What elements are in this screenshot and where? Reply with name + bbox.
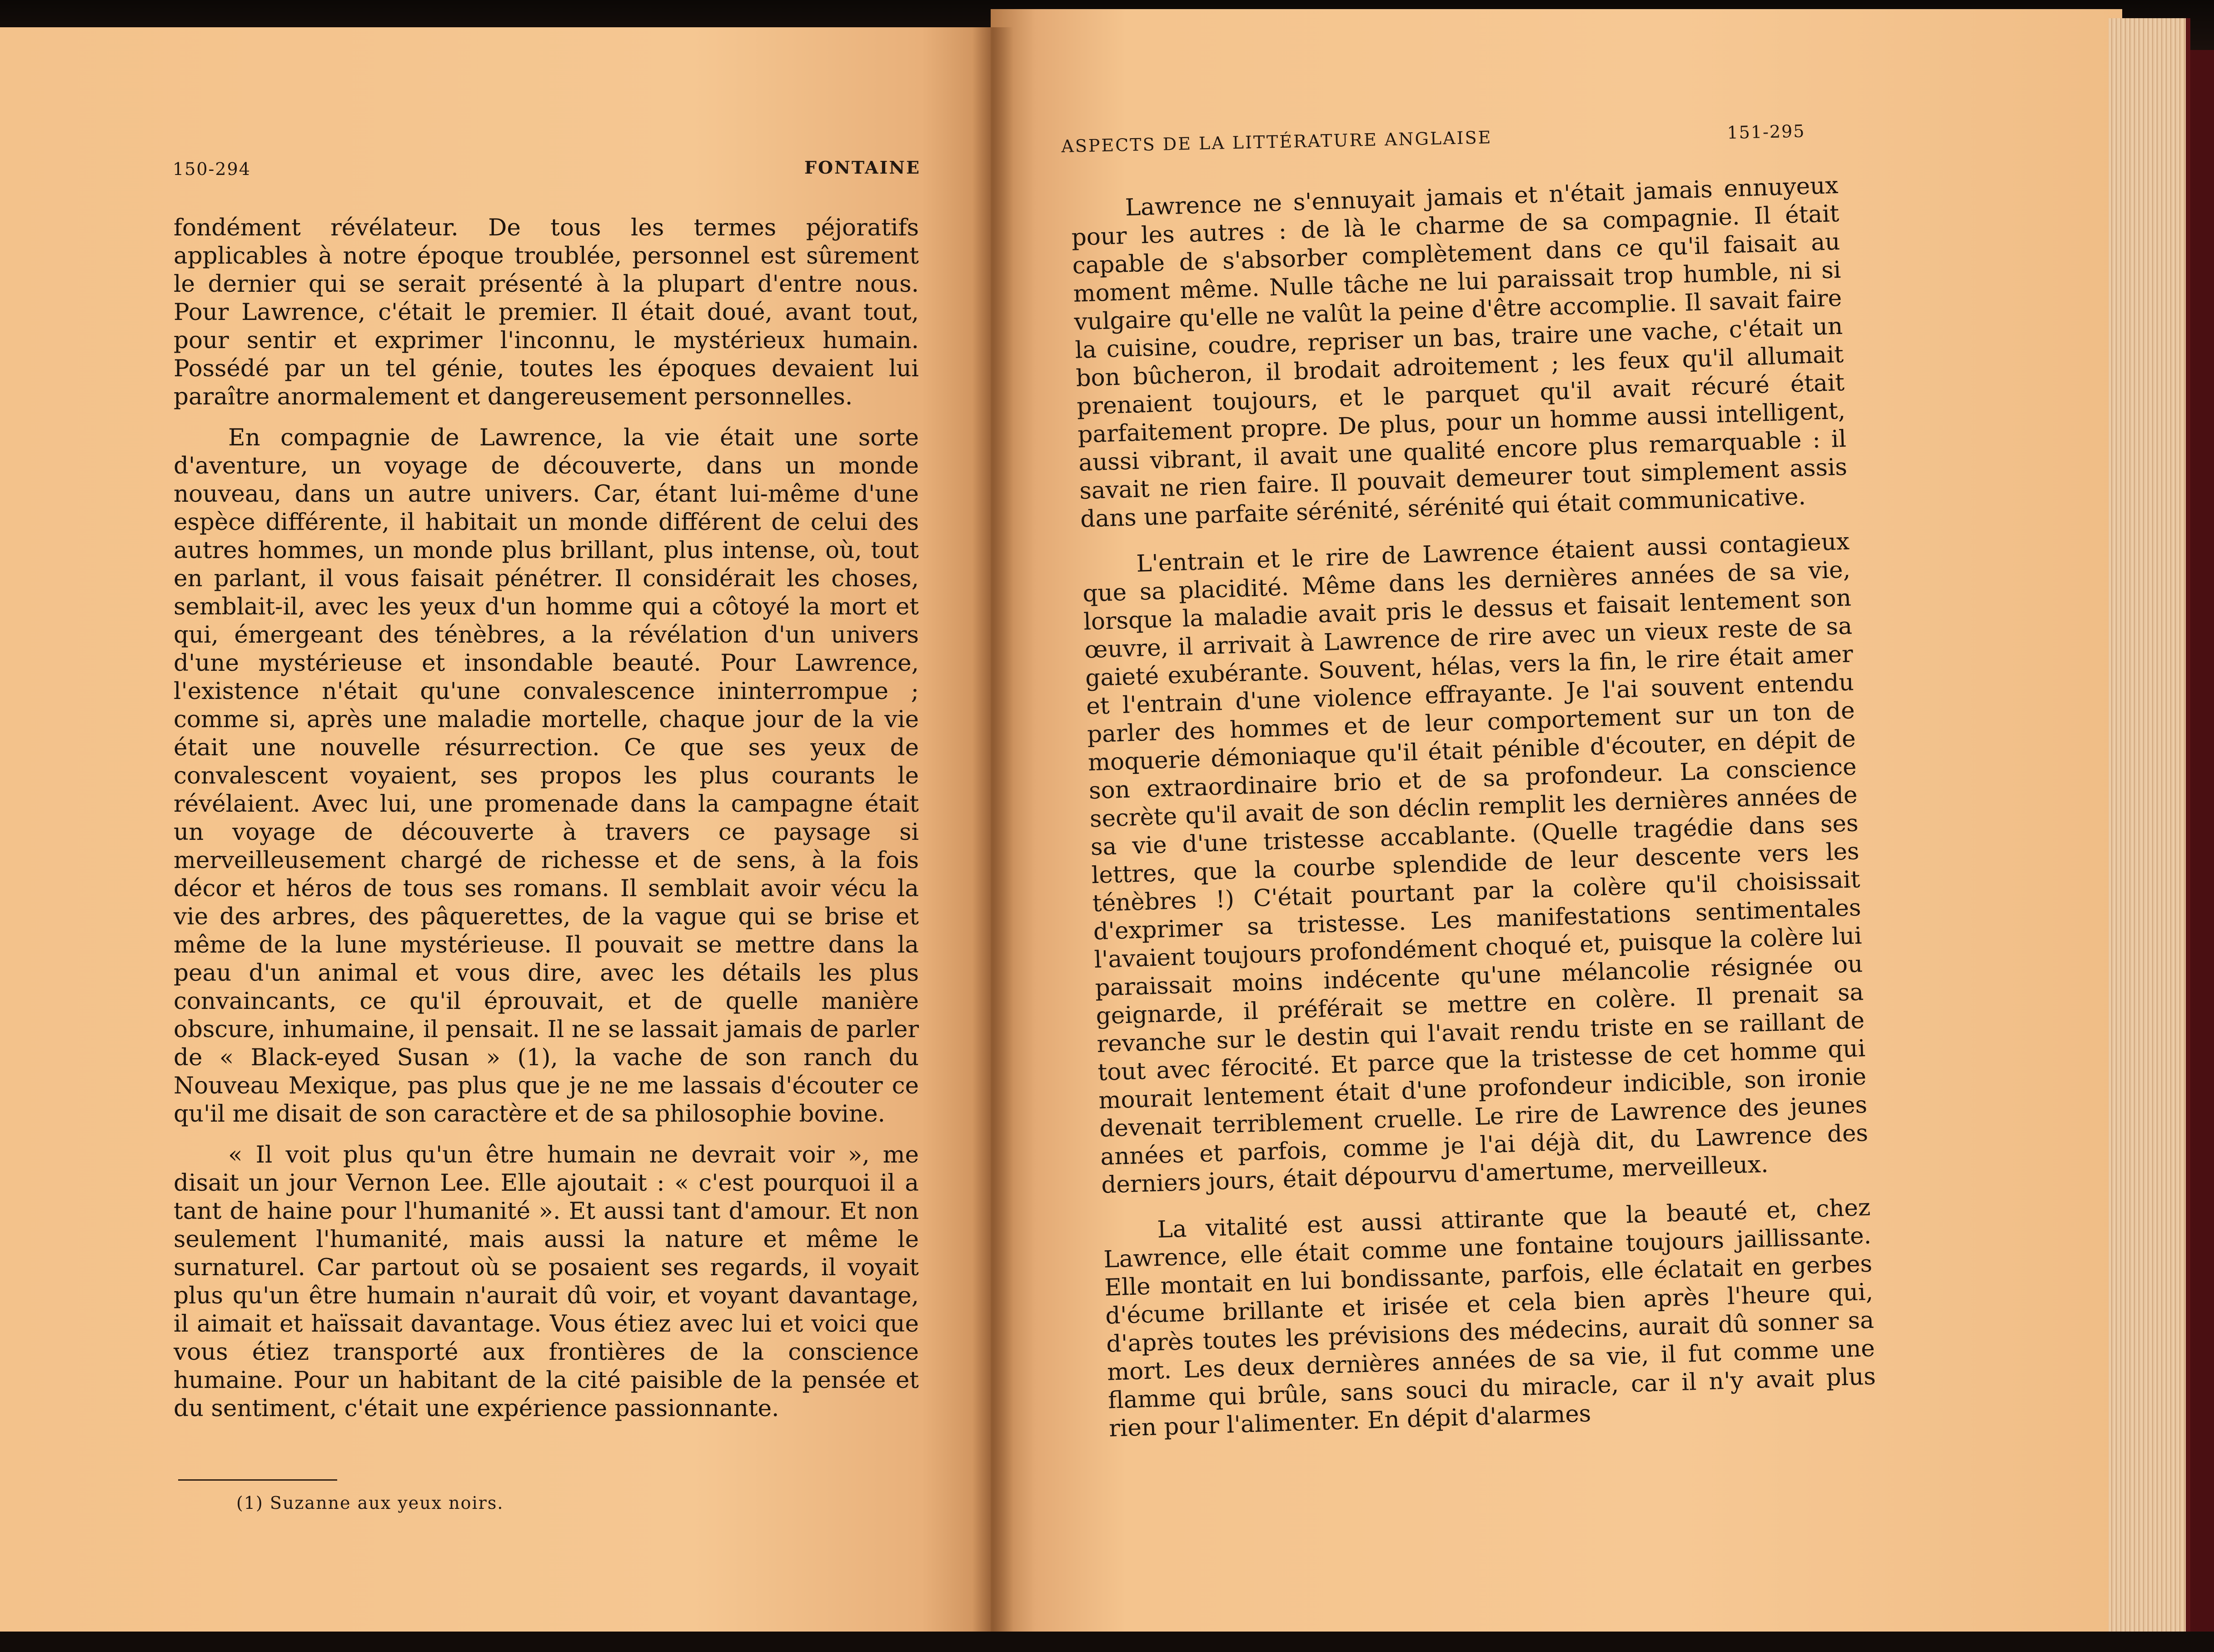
footnote: (1) Suzanne aux yeux noirs.	[236, 1493, 504, 1513]
right-running-title: ASPECTS DE LA LITTÉRATURE ANGLAISE	[1061, 127, 1492, 156]
book-gutter	[972, 27, 1013, 1652]
left-running-title: FONTAINE	[804, 157, 921, 178]
paragraph: L'entrain et le rire de Lawrence étaient aussi contagieux que sa placidité. Même dans les dernières années de sa vie, lorsque la maladie avait pris le dessus et faisait lentement son œuvre, il arrivait à Lawrence de rire avec un vieux reste de sa gaieté exubérante. Souvent, hélas, vers la fin, le rire était amer et l'entrain d'une violence effrayante. Je l'ai souvent entendu parler des hommes et de leur comportement sur un ton de moquerie démoniaque qu'il était pénible d'écouter, en dépit de son extraordinaire brio et de sa profondeur. La conscience secrète qu'il avait de son déclin remplit les dernières années de sa vie d'une tristesse accablante. (Quelle tragédie dans ses lettres, que la courbe splendide de leur descente vers les ténèbres !) C'était pourtant par la colère qu'il choisissait d'exprimer sa tristesse. Les manifestations sentimentales l'avaient toujours profondément choqué et, puisque la colère lui paraissait moins indécente qu'une mélancolie résignée ou geignarde, il préférait se mettre en colère. Il prenait sa revanche sur le destin qui l'avait rendu triste en se raillant de tout avec férocité. Et parce que la tristesse de cet homme qui mourait lentement était d'une profondeur indicible, son ironie devenait terriblement cruelle. Le rire de Lawrence des jeunes années et parfois, comme je l'ai déjà dit, du Lawrence des derniers jours, était dépourvu d'amertume, merveilleux.	[1082, 528, 1869, 1199]
paragraph: Lawrence ne s'ennuyait jamais et n'était jamais ennuyeux pour les autres : de là le charme de sa compagnie. Il était capable de s'absorber complètement dans ce qu'il faisait au moment même. Nulle tâche ne lui paraissait trop humble, ni si vulgaire qu'elle ne valût la peine d'être accomplie. Il savait faire la cuisine, coudre, repriser un bas, traire une vache, c'était un bon bûcheron, il brodait adroitement ; les feux qu'il allumait prenaient toujours, et le parquet qu'il avait récuré était parfaitement propre. De plus, pour un homme aussi intelligent, aussi vibrant, il avait une qualité encore plus remarquable : il savait ne rien faire. Il pouvait demeurer tout simplement assis dans une parfaite sérénité, sérénité qui était communicative.	[1071, 171, 1848, 533]
page-edges	[2109, 18, 2190, 1652]
right-page-number: 151-295	[1727, 121, 1805, 143]
left-page-body	[174, 214, 919, 1422]
bottom-shadow	[0, 1632, 2214, 1652]
right-page-body	[1070, 171, 1877, 1443]
left-page-number: 150-294	[173, 159, 251, 179]
paragraph: En compagnie de Lawrence, la vie était une sorte d'aventure, un voyage de découverte, dans un monde nouveau, dans un autre univers. Car, étant lui-même d'une espèce différente, il habitait un monde différent de celui des autres hommes, un monde plus brillant, plus intense, où, tout en parlant, il vous faisait pénétrer. Il considérait les choses, semblait-il, avec les yeux d'un homme qui a côtoyé la mort et qui, émergeant des ténèbres, a la révélation d'un univers d'une mystérieuse et insondable beauté. Pour Lawrence, l'existence n'était qu'une convalescence ininterrompue ; comme si, après une maladie mortelle, chaque jour de la vie était une nouvelle résurrection. Ce que ses yeux de convalescent voyaient, ses propos les plus courants le révélaient. Avec lui, une promenade dans la campagne était un voyage de découverte à travers ce paysage si merveilleusement chargé de richesse et de sens, à la fois décor et héros de tous ses romans. Il semblait avoir vécu la vie des arbres, des pâquerettes, de la vague qui se brise et même de la lune mystérieuse. Il pouvait se mettre dans la peau d'un animal et vous dire, avec les détails les plus convaincants, ce qu'il éprouvait, et de quelle manière obscure, inhumaine, il pensait. Il ne se lassait jamais de parler de « Black-eyed Susan » (1), la vache de son ranch du Nouveau Mexique, pas plus que je ne me lassais d'écouter ce qu'il me disait de son caractère et de sa philosophie bovine.	[174, 424, 919, 1128]
paragraph: « Il voit plus qu'un être humain ne devrait voir », me disait un jour Vernon Lee. Elle ajoutait : « c'est pourquoi il a tant de haine pour l'humanité ». Et aussi tant d'amour. Et non seulement l'humanité, mais aussi la nature et même le surnaturel. Car partout où se posaient ses regards, il voyait plus qu'un être humain n'aurait dû voir, et voyant davantage, il aimait et haïssait davantage. Vous étiez avec lui et voici que vous étiez transporté aux frontières de la conscience humaine. Pour un habitant de la cité paisible de la pensée et du sentiment, c'était une expérience passionnante.	[174, 1141, 919, 1422]
paragraph: La vitalité est aussi attirante que la beauté et, chez Lawrence, elle était comme une fontaine toujours jaillissante. Elle montait en lui bondissante, parfois, elle éclatait en gerbes d'écume brillante et irisée et cela bien après l'heure qui, d'après toutes les prévisions des médecins, aurait dû sonner sa mort. Les deux dernières années de sa vie, il fut comme une flamme qui brûle, sans souci du miracle, car il n'y avait plus rien pour l'alimenter. En dépit d'alarmes	[1103, 1193, 1876, 1442]
footnote-rule	[178, 1479, 337, 1481]
paragraph: fondément révélateur. De tous les termes péjoratifs applicables à notre époque troublée, personnel est sûrement le dernier qui se serait présenté à la plupart d'entre nous. Pour Lawrence, c'était le premier. Il était doué, avant tout, pour sentir et exprimer l'inconnu, le mystérieux humain. Possédé par un tel génie, toutes les époques devaient lui paraître anormalement et dangereusement personnelles.	[174, 214, 919, 410]
